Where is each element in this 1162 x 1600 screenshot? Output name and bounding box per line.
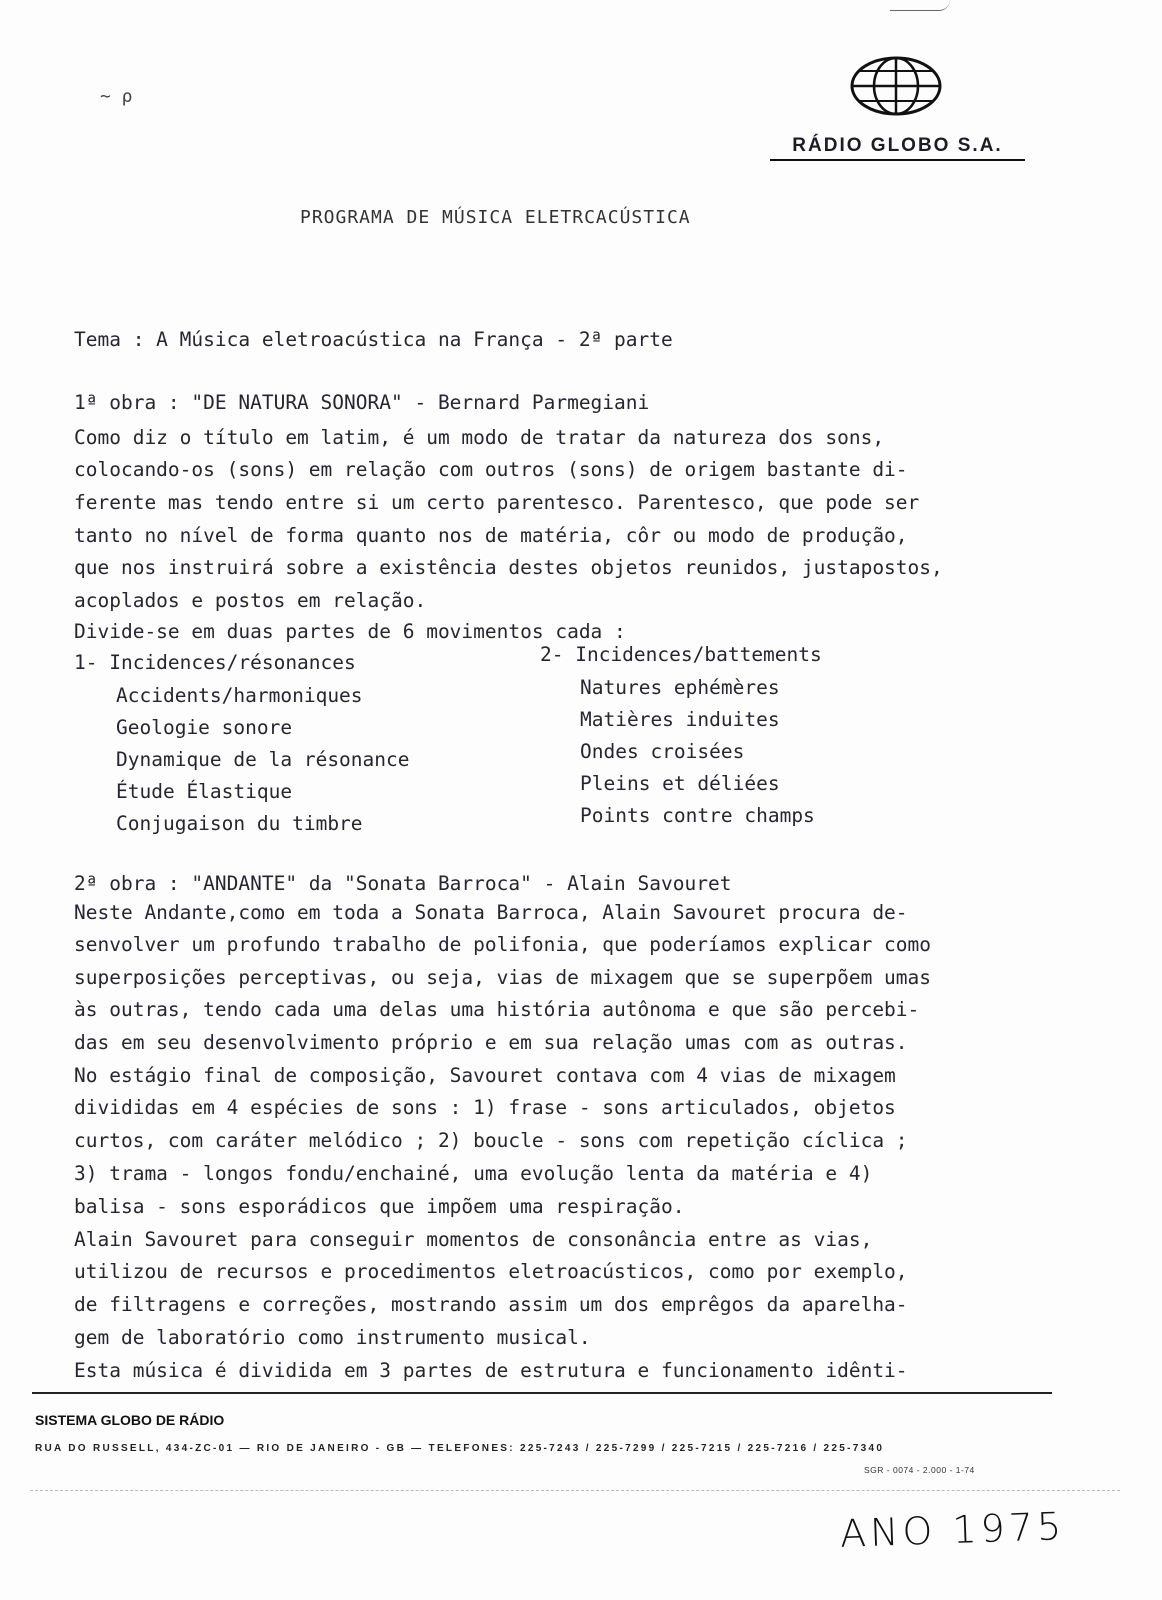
footer-divider — [32, 1392, 1052, 1394]
paragraph-line: ferente mas tendo entre si um certo parentesco. Parentesco, que pode ser — [74, 491, 920, 514]
paragraph-line: Esta música é dividida em 3 partes de estrutura e funcionamento idênti- — [74, 1359, 908, 1382]
footer-address: RUA DO RUSSELL, 434-ZC-01 — RIO DE JANEIRO - GB — TELEFONES: 225-7243 / 225-7299 / 225-7215 / 225-7216 / 225-7340 — [35, 1443, 885, 1454]
handwritten-year: ANO 1975 — [839, 1504, 1066, 1556]
paragraph-line: Divide-se em duas partes de 6 movimentos cada : — [74, 620, 626, 643]
paragraph-line: colocando-os (sons) em relação com outros (sons) de origem bastante di- — [74, 458, 908, 481]
paragraph-line: tanto no nível de forma quanto nos de matéria, côr ou modo de produção, — [74, 524, 908, 547]
paragraph-line: No estágio final de composição, Savouret contava com 4 vias de mixagem — [74, 1064, 896, 1087]
paragraph-line: 3) trama - longos fondu/enchainé, uma evolução lenta da matéria e 4) — [74, 1162, 873, 1185]
paragraph-line: Neste Andante,como em toda a Sonata Barroca, Alain Savouret procura de- — [74, 901, 908, 924]
paragraph-line: de filtragens e correções, mostrando assim um dos emprêgos da aparelha- — [74, 1293, 908, 1316]
scan-artifact-line — [30, 1490, 1120, 1491]
form-code: SGR - 0074 - 2.000 - 1-74 — [864, 1465, 975, 1475]
part1-item: Conjugaison du timbre — [116, 812, 363, 835]
margin-scribble: ~ ρ — [100, 86, 133, 107]
part2-item: Ondes croisées — [580, 740, 745, 763]
paragraph-line: que nos instruirá sobre a existência destes objetos reunidos, justapostos, — [74, 556, 943, 579]
part1-item: Étude Élastique — [116, 780, 293, 803]
paragraph-line: senvolver um profundo trabalho de polifonia, que poderíamos explicar como — [74, 933, 932, 956]
paragraph-line: superposições perceptivas, ou seja, vias de mixagem que se superpõem umas — [74, 966, 932, 989]
paragraph-line: divididas em 4 espécies de sons : 1) frase - sons articulados, objetos — [74, 1096, 896, 1119]
logo-wordmark: RÁDIO GLOBO S.A. — [770, 135, 1025, 161]
part2-item: Matières induites — [580, 708, 780, 731]
obra1-title: 1ª obra : "DE NATURA SONORA" - Bernard Parmegiani — [74, 391, 650, 414]
part2-item: Pleins et déliées — [580, 772, 780, 795]
paragraph-line: Alain Savouret para conseguir momentos de consonância entre as vias, — [74, 1228, 873, 1251]
part1-item: 1- Incidences/résonances — [74, 651, 356, 674]
paragraph-line: acoplados e postos em relação. — [74, 589, 427, 612]
paragraph-line: das em seu desenvolvimento próprio e em sua relação umas com as outras. — [74, 1031, 908, 1054]
part1-item: Accidents/harmoniques — [116, 684, 363, 707]
part1-item: Dynamique de la résonance — [116, 748, 410, 771]
part2-item: 2- Incidences/battements — [540, 643, 822, 666]
radio-globo-logo — [760, 55, 1030, 165]
paragraph-line: gem de laboratório como instrumento musical. — [74, 1326, 591, 1349]
pen-mark — [890, 0, 950, 11]
paragraph-line: curtos, com caráter melódico ; 2) boucle - sons com repetição cíclica ; — [74, 1129, 908, 1152]
part2-item: Natures ephémères — [580, 676, 780, 699]
tema-line: Tema : A Música eletroacústica na França - 2ª parte — [74, 328, 673, 351]
page-heading: PROGRAMA DE MÚSICA ELETRCACÚSTICA — [300, 207, 691, 228]
globe-icon — [848, 55, 944, 121]
paragraph-line: às outras, tendo cada uma delas uma história autônoma e que são percebi- — [74, 998, 920, 1021]
paragraph-line: utilizou de recursos e procedimentos eletroacústicos, como por exemplo, — [74, 1260, 908, 1283]
paragraph-line: balisa - sons esporádicos que impõem uma respiração. — [74, 1195, 685, 1218]
part1-item: Geologie sonore — [116, 716, 293, 739]
part2-item: Points contre champs — [580, 804, 815, 827]
obra2-title: 2ª obra : "ANDANTE" da "Sonata Barroca" - Alain Savouret — [74, 872, 732, 895]
paragraph-line: Como diz o título em latim, é um modo de tratar da natureza dos sons, — [74, 426, 885, 449]
footer-title: SISTEMA GLOBO DE RÁDIO — [35, 1412, 225, 1428]
